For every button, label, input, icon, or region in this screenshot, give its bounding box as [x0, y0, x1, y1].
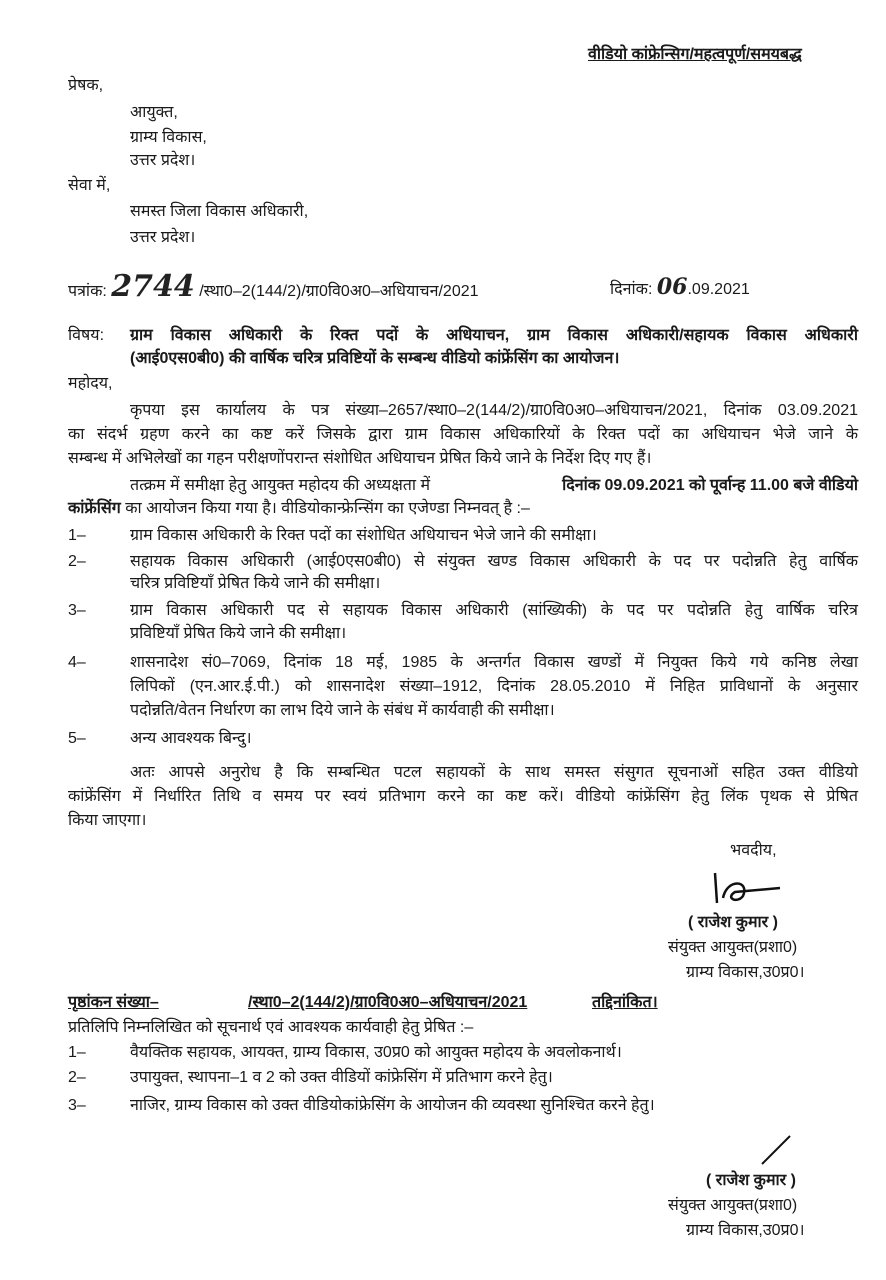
agenda-item-line: चरित्र प्रविष्टियाँ प्रेषित किये जाने की समीक्षा।: [130, 575, 381, 592]
recipient-line: उत्तर प्रदेश।: [130, 229, 196, 246]
reference-label: पत्रांक:: [68, 283, 107, 300]
para3-line: कांफ्रेंसिंग में निर्धारित तिथि व समय पर स्वयं प्रतिभाग करने का कष्ट करें। वीडियो कांफ्रेंसिंग हेतु लिंक पृथक से प्रेषित: [68, 788, 858, 805]
signature-1: [705, 868, 795, 908]
endorsement-label: पृष्ठांकन संख्या–: [68, 994, 159, 1011]
para2-line: [68, 498, 530, 520]
meeting-datetime: दिनांक 09.09.2021 को पूर्वान्ह 11.00 बजे वीडियो: [562, 477, 858, 494]
subject-line: ग्राम विकास अधिकारी के रिक्त पदों के अधियाचन, ग्राम विकास अधिकारी/सहायक विकास अधिकारी: [130, 327, 858, 344]
agenda-item-line: सहायक विकास अधिकारी (आई0एस0बी0) से संयुक्त खण्ड विकास अधिकारी के पद पर पदोन्नति हेतु वार्षिक: [130, 553, 858, 570]
copy-number: 1–: [68, 1044, 86, 1061]
signatory1-designation: संयुक्त आयुक्त(प्रशा0): [668, 939, 798, 956]
recipient-label: सेवा में,: [68, 177, 111, 194]
subject-label: विषय:: [68, 327, 105, 344]
sender-label: प्रेषक,: [68, 77, 104, 94]
date-rest: .09.2021: [687, 281, 750, 298]
para2-line: [130, 475, 858, 497]
agenda-item-line: शासनादेश सं0–7069, दिनांक 18 मई, 1985 के अन्तर्गत विकास खण्डों में नियुक्त किये गये कनिष्ठ लेखा: [130, 654, 858, 671]
sender-line: ग्राम्य विकास,: [130, 129, 207, 146]
date-day: 06: [656, 274, 688, 300]
agenda-item-line: प्रविष्टियाँ प्रेषित किये जाने की समीक्षा।: [130, 625, 347, 642]
endorsement-date: तद्दिनांकित।: [592, 994, 658, 1011]
copy-recipient: नाजिर, ग्राम्य विकास को उक्त वीडियोकांफ्रेसिंग के आयोजन की व्यवस्था सुनिश्चित करने हेतु।: [130, 1097, 655, 1114]
reference-line: [68, 269, 479, 304]
endorsement-ref: /स्था0–2(144/2)/ग्रा0वि0अ0–अधियाचन/2021: [248, 994, 528, 1011]
reference-suffix: /स्था0–2(144/2)/ग्रा0वि0अ0–अधियाचन/2021: [199, 283, 479, 300]
sender-line: उत्तर प्रदेश।: [130, 152, 196, 169]
header-tag: वीडियो कांफ्रेन्सिग/महत्वपूर्ण/समयबद्ध: [588, 46, 802, 63]
copy-number: 2–: [68, 1069, 86, 1086]
date-line: [610, 276, 750, 301]
agenda-number: 4–: [68, 654, 86, 671]
para1-line: का संदर्भ ग्रहण करने का कष्ट करें जिसके द्वारा ग्राम विकास अधिकारियों के रिक्त पदों का अधियाचन भेजे जाने के: [68, 426, 858, 443]
para2-text: का आयोजन किया गया है। वीडियोकान्फ्रेन्सिंग का एजेण्डा निम्नवत् है :–: [125, 500, 530, 517]
agenda-item-line: ग्राम विकास अधिकारी पद से सहायक विकास अधिकारी (सांख्यिकी) के पद पर पदोन्नति हेतु वार्षिक चरित्र: [130, 602, 858, 619]
agenda-number: 2–: [68, 553, 86, 570]
copy-recipient: वैयक्तिक सहायक, आयक्त, ग्राम्य विकास, उ0प्र0 को आयुक्त महोदय के अवलोकनार्थ।: [130, 1044, 622, 1061]
signatory2-office: ग्राम्य विकास,उ0प्र0।: [686, 1222, 805, 1239]
date-label: दिनांक:: [610, 281, 653, 298]
agenda-item-line: पदोन्नति/वेतन निर्धारण का लाभ दिये जाने के संबंध में कार्यवाही की समीक्षा।: [130, 702, 555, 719]
copy-recipient: उपायुक्त, स्थापना–1 व 2 को उक्त वीडियों कांफ्रेसिंग में प्रतिभाग करने हेतु।: [130, 1069, 553, 1086]
signatory2-name: ( राजेश कुमार ): [706, 1172, 796, 1189]
para3-line: किया जाएगा।: [68, 812, 147, 829]
agenda-number: 3–: [68, 602, 86, 619]
sender-line: आयुक्त,: [130, 104, 178, 121]
closing: भवदीय,: [730, 842, 777, 859]
para2-text: तत्क्रम में समीक्षा हेतु आयुक्त महोदय की अध्यक्षता में: [130, 477, 431, 494]
para1-line: सम्बन्ध में अभिलेखों का गहन परीक्षणोंपरान्त संशोधित अधियाचन प्रेषित किये जाने के निर्देश दिए गए हैं।: [68, 450, 652, 467]
signatory1-office: ग्राम्य विकास,उ0प्र0।: [686, 964, 805, 981]
para2-bold: कांफ्रेंसिंग: [68, 500, 121, 517]
agenda-number: 1–: [68, 527, 86, 544]
agenda-item-line: अन्य आवश्यक बिन्दु।: [130, 730, 252, 747]
reference-number: 2744: [111, 269, 195, 304]
copy-number: 3–: [68, 1097, 86, 1114]
signature-2: [750, 1132, 800, 1172]
agenda-number: 5–: [68, 730, 86, 747]
endorsement-intro: प्रतिलिपि निम्नलिखित को सूचनार्थ एवं आवश्यक कार्यवाही हेतु प्रेषित :–: [68, 1019, 474, 1036]
signatory2-designation: संयुक्त आयुक्त(प्रशा0): [668, 1197, 798, 1214]
salutation: महोदय,: [68, 375, 113, 392]
agenda-item-line: लिपिकों (एन.आर.ई.पी.) को शासनादेश संख्या–1912, दिनांक 28.05.2010 में निहित प्राविधानों के अनुसार: [130, 678, 858, 695]
signatory1-name: ( राजेश कुमार ): [688, 914, 778, 931]
recipient-line: समस्त जिला विकास अधिकारी,: [130, 203, 309, 220]
para3-line: अतः आपसे अनुरोध है कि सम्बन्धित पटल सहायकों के साथ समस्त संसुगत सूचनाओं सहित उक्त वीडियो: [130, 764, 858, 781]
agenda-item-line: ग्राम विकास अधिकारी के रिक्त पदों का संशोधित अधियाचन भेजे जाने की समीक्षा।: [130, 527, 597, 544]
subject-line: (आई0एस0बी0) की वार्षिक चरित्र प्रविष्टियों के सम्बन्ध वीडियो कांफ्रेंसिंग का आयोजन।: [130, 350, 620, 367]
para1-line: कृपया इस कार्यालय के पत्र संख्या–2657/स्था0–2(144/2)/ग्रा0वि0अ0–अधियाचन/2021, दिनांक 03.09.2021: [130, 402, 858, 419]
